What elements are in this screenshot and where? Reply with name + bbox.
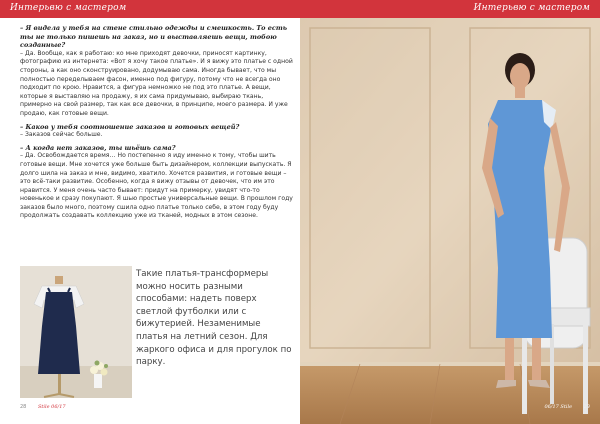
section-title-right: Интерьвю с мастером [473,3,590,13]
answer-2: – Заказов сейчас больше. [20,131,103,139]
photo-caption: Такие платья-трансформеры можно носить разными способами: надеть поверх светлой футболки или с бижутерией. Незаменимые платья на летний сезон. Для жаркого офиса и для прогулок по парку. [136,269,292,368]
footer-right [544,404,590,410]
magazine-issue-left: Stile 06/17 [37,404,66,410]
question-1: – Я видела у тебя на стене стильно одежды и смешкость. То есть ты не только пишешь на заказ, но и выставляешь вещи, тобою созданные? [20,24,288,50]
header-bar-right [300,0,600,18]
question-3: – А когда нет заказов, ты шьёшь сама? [20,143,176,152]
header-bar-left [0,0,300,18]
right-page-photo [300,18,600,424]
question-2: – Каков у тебя соотношение заказов и готовых вещей? [20,122,240,131]
mannequin-dress-photo [20,266,132,398]
page-number-right: 29 [583,404,590,410]
mannequin-illustration [20,266,132,398]
answer-1: – Да. Вообще, как я работаю: ко мне приходят девочки, приносят картинку, фотографию из интернета: «Вот я хочу такое платье». И я вижу это платье с одной стороны, а как оно сконструировано, додумываю сама. Иногда бывает, что мы полностью переделываем фасон, именно под фигуру, потому что не всегда оно подходит по крою. Нравится, а фигура немножко не под это платье. А вещи, которые я выставляю на продажу, я их сама придумываю, выбираю ткань, примерно на свой размер, так как все девочки, в принципе, моего размера. И уже продаю, как готовые вещи. [20,49,293,117]
interview-text [20,24,294,225]
section-title-left: Интерьвю с мастером [10,3,127,13]
answer-3: – Да. Освобождается время… Но постепенно я иду именно к тому, чтобы шить готовые вещи. Мне хочется уже больше быть дизайнером, коллекции выпускать. Я долго шила на заказ и мне, видимо, хватило. Хочется развития, и готовые вещи – это всё-таки развитие. Особенно, когда я вижу отзывы от девочек, что им это нравится. У меня очень часто бывает: придут на примерку, увидят что-то новенькое и сразу покупают. Я шью простые универсальные вещи. В прошлом году заказов было много, поэтому сшила одно платье только себе, в этом году буду продолжать создавать коллекцию уже из тканей, модных в этом сезоне. [20,152,293,220]
left-page [0,18,300,424]
magazine-issue-right: 06/17 Stile [544,404,573,410]
model-blue-dress-photo [300,18,600,424]
footer-left [20,404,66,410]
page-number-left: 28 [20,404,27,410]
